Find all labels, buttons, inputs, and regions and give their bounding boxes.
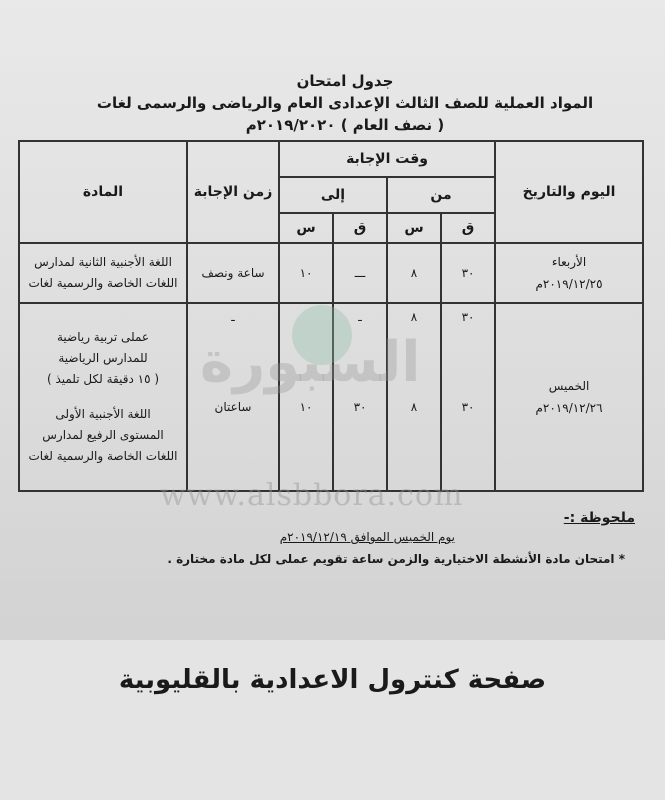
row2-day: الخميس bbox=[548, 379, 590, 393]
col-header-time: وقت الإجابة bbox=[279, 141, 495, 177]
page-caption: صفحة كنترول الاعدادية بالقليوبية bbox=[118, 665, 547, 695]
row2a-subject-line3: ( ١٥ دقيقة لكل تلميذ ) bbox=[46, 372, 160, 386]
row1-day: الأربعاء bbox=[551, 255, 587, 269]
col-header-subject: المادة bbox=[19, 141, 187, 243]
row1-day-cell bbox=[495, 243, 643, 303]
row2-day-cell bbox=[495, 303, 643, 491]
row2b-to-hours: ١٠ bbox=[299, 400, 313, 414]
row2a-subject-line2: للمدارس الرياضية bbox=[58, 351, 148, 365]
row2a-duration: ـ bbox=[231, 310, 235, 324]
col-header-to: إلى bbox=[279, 177, 387, 213]
row1-subject bbox=[19, 243, 187, 303]
header-line-1: جدول امتحان bbox=[296, 72, 394, 90]
row2a-to-minutes: ـ bbox=[358, 310, 362, 324]
row2b-subject-line2: المستوى الرفيع لمدارس bbox=[42, 428, 164, 442]
row1-to-hours: ١٠ bbox=[279, 243, 333, 303]
row2b-from-minutes: ٣٠ bbox=[461, 400, 475, 414]
notes-item: * امتحان مادة الأنشطة الاختيارية والزمن ساعة تقويم عملى لكل مادة مختارة . bbox=[167, 552, 625, 566]
document-header bbox=[90, 70, 600, 136]
row2b-subject-line3: اللغات الخاصة والرسمية لغات bbox=[28, 449, 178, 463]
row2b-duration: ساعتان bbox=[214, 400, 252, 414]
row1-subject-line1: اللغة الأجنبية الثانية لمدارس bbox=[34, 255, 172, 269]
table-row bbox=[19, 243, 643, 303]
row1-date: ٢٠١٩/١٢/٢٥م bbox=[535, 277, 603, 291]
row2a-from-hours: ٨ bbox=[410, 310, 418, 324]
row2-subject bbox=[19, 303, 187, 491]
row2b-from-hours: ٨ bbox=[410, 400, 418, 414]
row1-duration: ساعة ونصف bbox=[187, 243, 279, 303]
header-line-2: المواد العملية للصف الثالث الإعدادى العام والرياضى والرسمى لغات bbox=[96, 94, 594, 112]
row1-subject-line2: اللغات الخاصة والرسمية لغات bbox=[28, 276, 178, 290]
row2b-to-minutes: ٣٠ bbox=[353, 400, 367, 414]
col-header-from: من bbox=[387, 177, 495, 213]
row2b-subject-line1: اللغة الأجنبية الأولى bbox=[55, 407, 151, 421]
notes-title: ملحوظة :- bbox=[563, 510, 635, 526]
watermark-arabic: السبورة bbox=[200, 330, 421, 395]
row2a-from-minutes: ٣٠ bbox=[461, 310, 475, 324]
to-minutes-header: ق bbox=[333, 213, 387, 243]
col-header-day: اليوم والتاريخ bbox=[495, 141, 643, 243]
header-line-3: ( نصف العام ) ٢٠١٩/٢٠٢٠م bbox=[245, 116, 445, 134]
notes-section bbox=[35, 510, 635, 566]
watermark-url: www.alsbbora.com bbox=[160, 478, 464, 513]
to-hours-header: س bbox=[279, 213, 333, 243]
from-hours-header: س bbox=[387, 213, 441, 243]
notes-date: يوم الخميس الموافق ٢٠١٩/١٢/١٩م bbox=[279, 530, 455, 544]
col-header-duration: زمن الإجابة bbox=[187, 141, 279, 243]
from-minutes-header: ق bbox=[441, 213, 495, 243]
row2-date: ٢٠١٩/١٢/٢٦م bbox=[535, 401, 603, 415]
row1-to-minutes: ـــ bbox=[333, 243, 387, 303]
caption-band bbox=[0, 640, 665, 800]
row1-from-hours: ٨ bbox=[387, 243, 441, 303]
row1-from-minutes: ٣٠ bbox=[441, 243, 495, 303]
row2a-subject-line1: عملى تربية رياضية bbox=[56, 330, 150, 344]
row2-from-minutes bbox=[441, 303, 495, 491]
